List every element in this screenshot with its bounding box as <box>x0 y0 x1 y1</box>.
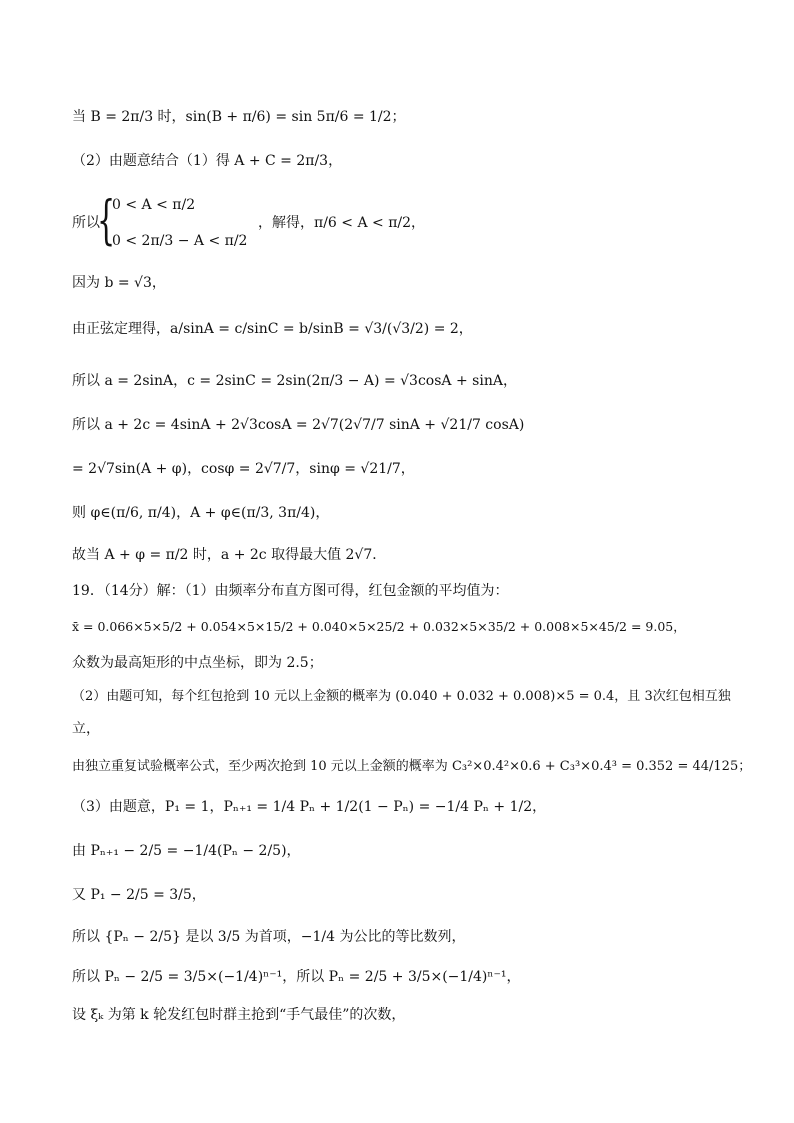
brace-symbol: { <box>97 191 116 251</box>
text-line: 19．（14分）解：（1）由频率分布直方图可得，红包金额的平均值为： <box>72 583 509 599</box>
text-line: 所以 <box>72 215 100 231</box>
text-line: 0 < 2π/3 − A < π/2 <box>112 233 248 249</box>
text-line: （3）由题意，P₁ = 1，Pₙ₊₁ = 1/4 Pₙ + 1/2(1 − Pₙ) = −1/4 Pₙ + 1/2， <box>72 799 547 815</box>
text-line: 立， <box>72 721 100 737</box>
text-line: x̄ = 0.066×5×5/2 + 0.054×5×15/2 + 0.040×5×25/2 + 0.032×5×35/2 + 0.008×5×45/2 = 9.05， <box>72 619 686 634</box>
text-line: 所以 a + 2c = 4sinA + 2√3cosA = 2√7(2√7/7 sinA + √21/7 cosA) <box>72 417 525 433</box>
text-line: 由 Pₙ₊₁ − 2/5 = −1/4(Pₙ − 2/5)， <box>72 843 301 859</box>
text-line: ，解得，π/6 < A < π/2， <box>258 215 426 231</box>
text-line: 因为 b = √3， <box>72 275 166 291</box>
text-line: 由独立重复试验概率公式，至少两次抢到 10 元以上金额的概率为 C₃²×0.4²×0.6 + C₃³×0.4³ = 0.352 = 44/125； <box>72 759 752 774</box>
text-line: 由正弦定理得，a/sinA = c/sinC = b/sinB = √3/(√3/2) = 2， <box>72 321 473 337</box>
text-line: （2）由题意结合（1）得 A + C = 2π/3， <box>72 153 343 169</box>
text-line: 设 ξₖ 为第 k 轮发红包时群主抢到“手气最佳”的次数， <box>72 1007 406 1023</box>
text-line: 所以 a = 2sinA，c = 2sinC = 2sin(2π/3 − A) = √3cosA + sinA， <box>72 373 517 389</box>
text-line: 0 < A < π/2 <box>112 197 196 213</box>
text-line: 则 φ∈(π/6, π/4)，A + φ∈(π/3, 3π/4)， <box>72 505 330 521</box>
text-line: （2）由题可知，每个红包抢到 10 元以上金额的概率为 (0.040 + 0.032 + 0.008)×5 = 0.4，且 3次红包相互独 <box>72 689 731 704</box>
text-line: = 2√7sin(A + φ)，cosφ = 2√7/7，sinφ = √21/7， <box>72 461 415 477</box>
text-line: 又 P₁ − 2/5 = 3/5， <box>72 887 206 903</box>
text-line: 当 B = 2π/3 时，sin(B + π/6) = sin 5π/6 = 1/2； <box>72 109 406 125</box>
text-line: 故当 A + φ = π/2 时，a + 2c 取得最大值 2√7． <box>72 547 387 563</box>
text-line: 众数为最高矩形的中点坐标，即为 2.5； <box>72 655 323 671</box>
text-line: 所以 Pₙ − 2/5 = 3/5×(−1/4)ⁿ⁻¹，所以 Pₙ = 2/5 + 3/5×(−1/4)ⁿ⁻¹， <box>72 969 521 985</box>
text-line: 所以 {Pₙ − 2/5} 是以 3/5 为首项，−1/4 为公比的等比数列， <box>72 929 466 945</box>
